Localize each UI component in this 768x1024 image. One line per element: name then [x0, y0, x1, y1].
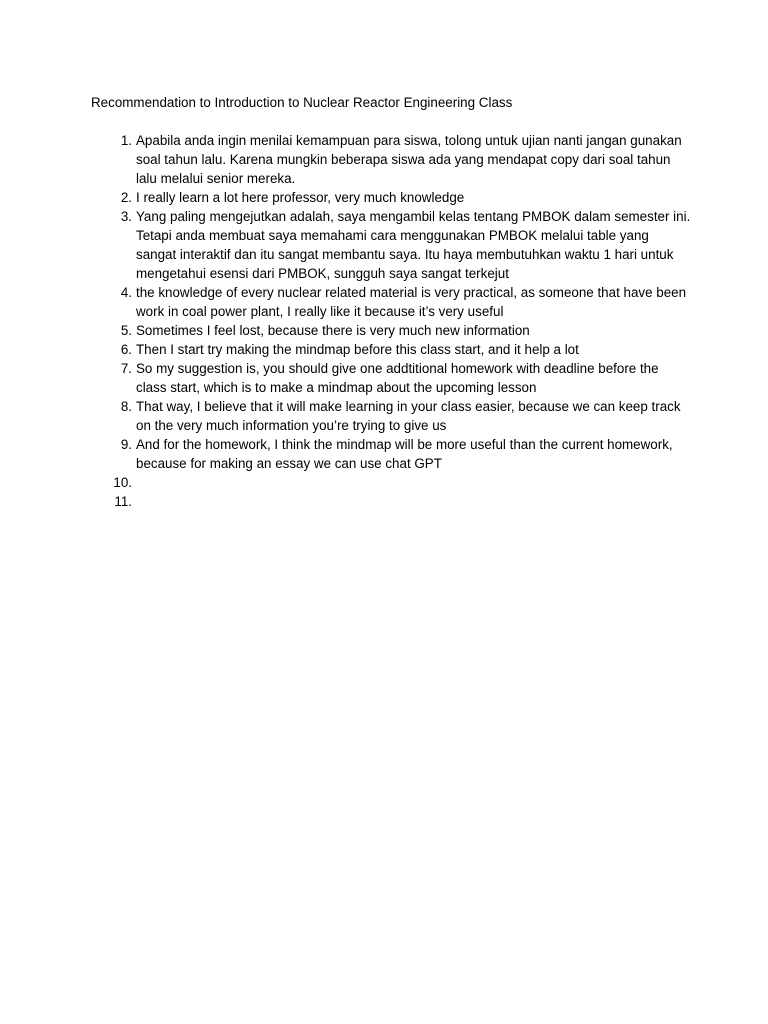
list-item-text: So my suggestion is, you should give one addtitional homework with deadline before the class start, which is to make a mindmap about the upcoming lesson	[136, 361, 659, 395]
list-item	[91, 340, 691, 359]
list-item-number: 3.	[120, 209, 132, 224]
list-item-text: That way, I believe that it will make learning in your class easier, because we can keep track on the very much information you’re trying to give us	[136, 399, 681, 433]
list-item-text: Apabila anda ingin menilai kemampuan para siswa, tolong untuk ujian nanti jangan gunakan soal tahun lalu. Karena mungkin beberapa siswa ada yang mendapat copy dari soal tahun lalu melalui senior mereka.	[136, 133, 682, 186]
list-item-number: 5.	[120, 323, 132, 338]
list-item-number: 4.	[120, 285, 132, 300]
list-item-text: the knowledge of every nuclear related material is very practical, as someone that have been work in coal power plant, I really like it because it’s very useful	[136, 285, 687, 319]
list-item-text: Sometimes I feel lost, because there is very much new information	[136, 323, 530, 338]
list-item	[91, 492, 691, 511]
list-item-text: Then I start try making the mindmap before this class start, and it help a lot	[136, 342, 579, 357]
list-item	[91, 435, 691, 473]
list-item-number: 10.	[113, 475, 132, 490]
list-item-number: 2.	[120, 190, 132, 205]
list-item	[91, 283, 691, 321]
list-item	[91, 397, 691, 435]
list-item	[91, 359, 691, 397]
list-item-text: And for the homework, I think the mindmap will be more useful than the current homework, because for making an essay we can use chat GPT	[136, 437, 673, 471]
document-title: Recommendation to Introduction to Nuclear Reactor Engineering Class	[91, 95, 513, 110]
list-item	[91, 321, 691, 340]
list-item-number: 9.	[120, 437, 132, 452]
list-item-text: I really learn a lot here professor, very much knowledge	[136, 190, 465, 205]
list-item	[91, 473, 691, 492]
list-item-number: 1.	[120, 133, 132, 148]
list-item	[91, 188, 691, 207]
list-item-number: 8.	[120, 399, 132, 414]
list-item-number: 7.	[120, 361, 132, 376]
list-item-number: 11.	[114, 494, 132, 509]
list-item	[91, 131, 691, 188]
numbered-list	[91, 131, 691, 511]
list-item-number: 6.	[120, 342, 132, 357]
list-item	[91, 207, 691, 283]
list-item-text: Yang paling mengejutkan adalah, saya mengambil kelas tentang PMBOK dalam semester ini. Tetapi anda membuat saya memahami cara menggunakan PMBOK melalui table yang sangat interaktif dan itu sangat membantu saya. Itu haya membutuhkan waktu 1 hari untuk mengetahui esensi dari PMBOK, sungguh saya sangat terkejut	[136, 209, 691, 281]
